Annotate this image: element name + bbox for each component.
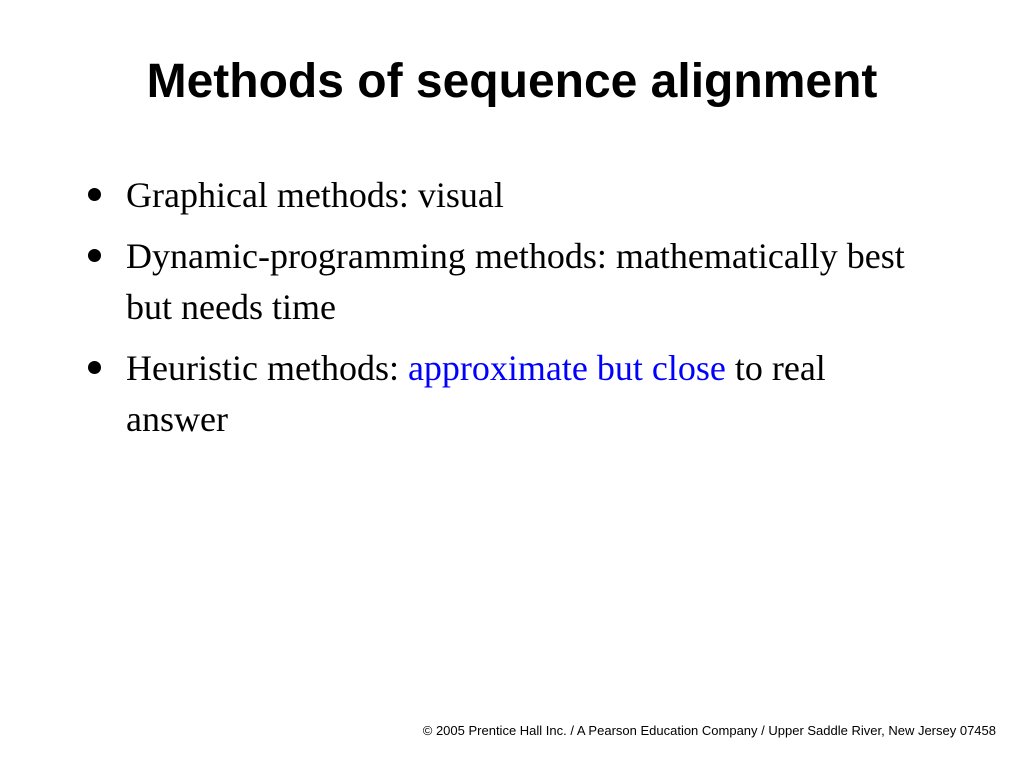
slide-title: Methods of sequence alignment (146, 55, 878, 108)
copyright-footer: © 2005 Prentice Hall Inc. / A Pearson Education Company / Upper Saddle River, New Jersey 07458 (422, 723, 996, 738)
bullet-text-after: to real answer (126, 348, 826, 439)
bullet-item-dynamic-programming (84, 231, 914, 333)
bullet-icon (88, 361, 101, 374)
bullet-list (84, 170, 914, 455)
bullet-item-graphical (84, 170, 914, 221)
bullet-text: Dynamic-programming methods: mathematically best but needs time (126, 236, 905, 327)
bullet-text-before: Heuristic methods: (126, 348, 408, 388)
bullet-icon (88, 188, 101, 201)
bullet-text: Graphical methods: visual (126, 175, 504, 215)
bullet-icon (88, 249, 101, 262)
bullet-highlight-text: approximate but close (407, 348, 726, 388)
bullet-item-heuristic (84, 343, 914, 445)
